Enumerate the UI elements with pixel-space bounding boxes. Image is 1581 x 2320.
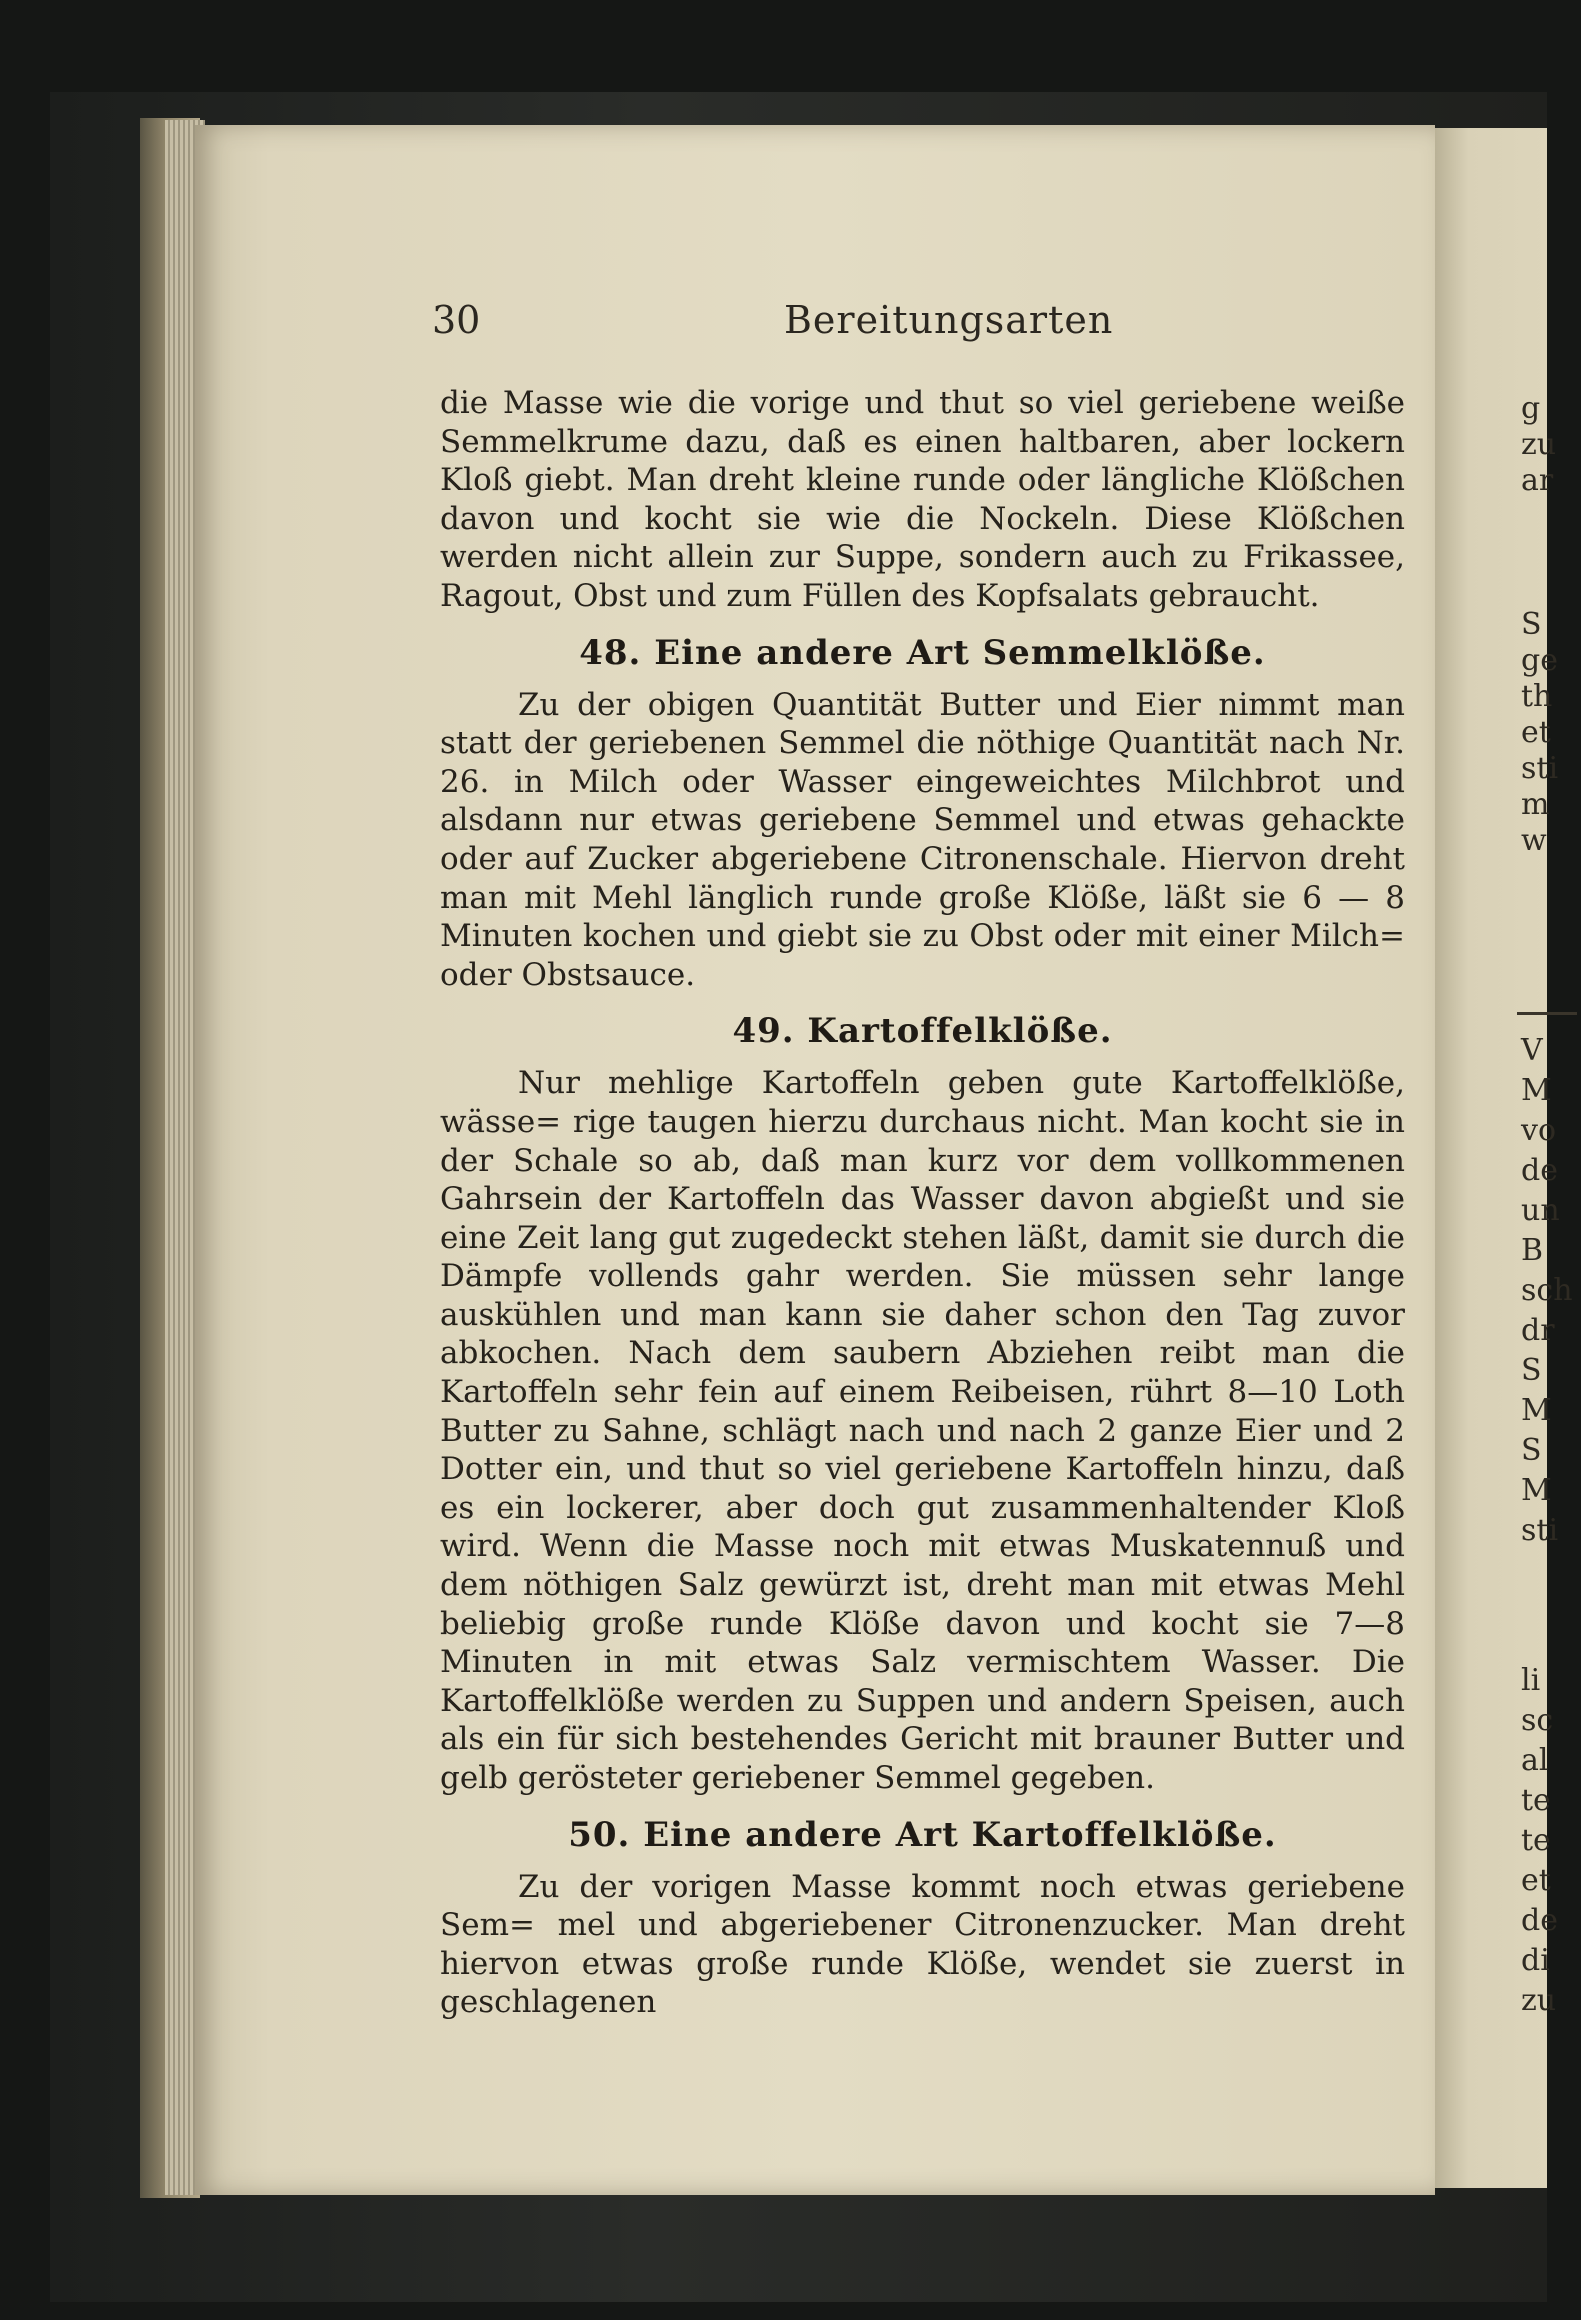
facing-fragment: li [1521,1663,1541,1698]
facing-fragment: di [1521,1943,1550,1978]
facing-fragment: zu [1521,427,1557,462]
facing-rule [1517,1012,1577,1015]
facing-page [1435,128,1573,2188]
section-heading-48: 48. Eine andere Art Semmelklöße. [579,632,1266,673]
section-text-50: Zu der vorigen Masse kommt noch etwas geriebene Sem= mel und abgeriebener Citronenzucker. Man dreht hiervon etwas große runde Klöße, wendet sie zuerst in geschlagenen [440,1868,1405,2021]
facing-fragment: de [1521,1153,1558,1188]
section-text-49: Nur mehlige Kartoffeln geben gute Kartoffelklöße, wässe= rige taugen hierzu durchaus nicht. Man kocht sie in der Schale so ab, daß man kurz vor dem vollkommenen Gahrsein der Kartoffeln das Wasser davon abgießt und sie eine Zeit lang gut zugedeckt stehen läßt, damit sie durch die Dämpfe vollends gahr werden. Sie müssen sehr lange auskühlen und man kann sie daher schon den Tag zuvor abkochen. Nach dem saubern Abziehen reibt man die Kartoffeln sehr fein auf einem Reibeisen, rührt 8—10 Loth Butter zu Sahne, schlägt nach und nach 2 ganze Eier und 2 Dotter ein, und thut so viel geriebene Kartoffeln hinzu, daß es ein lockerer, aber doch gut zusammenhaltender Kloß wird. Wenn die Masse noch mit etwas Muskatennuß und dem nöthigen Salz gewürzt ist, dreht man mit etwas Mehl beliebig große runde Klöße davon und kocht sie 7—8 Minuten in mit etwas Salz vermischtem Wasser. Die Kartoffelklöße werden zu Suppen und andern Speisen, auch als ein für sich bestehendes Gericht mit brauner Butter und gelb gerösteter geriebener Semmel gegeben. [440,1065,1405,1796]
facing-fragment: B [1521,1233,1544,1268]
facing-fragment: S [1521,1353,1542,1388]
facing-fragment: M [1521,1473,1552,1508]
facing-fragment: te [1521,1783,1551,1818]
page-header [432,298,1412,358]
facing-fragment: un [1521,1193,1560,1228]
facing-fragment: vo [1521,1113,1557,1148]
facing-fragment: zu [1521,1983,1557,2018]
facing-fragment: dr [1521,1313,1555,1348]
page-body [440,384,1405,2022]
facing-fragment: g [1521,391,1541,426]
facing-fragment: w [1521,823,1547,858]
facing-fragment: sti [1521,1513,1559,1548]
facing-fragment: ge [1521,643,1558,678]
facing-fragment: ar [1521,463,1554,498]
section-text-48: Zu der obigen Quantität Butter und Eier nimmt man statt der geriebenen Semmel die nöthige Quantität nach Nr. 26. in Milch oder Wasser eingeweichtes Milchbrot und alsdann nur etwas geriebene Semmel und etwas gehackte oder auf Zucker abgeriebene Citronenschale. Hiervon dreht man mit Mehl länglich runde große Klöße, läßt sie 6 — 8 Minuten kochen und giebt sie zu Obst oder mit einer Milch= oder Obstsauce. [440,686,1405,993]
facing-fragment: et [1521,1863,1551,1898]
facing-fragment: sc [1521,1703,1554,1738]
facing-fragment: de [1521,1903,1558,1938]
facing-fragment: M [1521,1393,1552,1428]
facing-fragment: al [1521,1743,1549,1778]
facing-fragment: M [1521,1073,1552,1108]
intro-paragraph: die Masse wie die vorige und thut so viel geriebene weiße Semmelkrume dazu, daß es einen haltbaren, aber lockern Kloß giebt. Man dreht kleine runde oder längliche Klößchen davon und kocht sie wie die Nockeln. Diese Klößchen werden nicht allein zur Suppe, sondern auch zu Frikassee, Ragout, Obst und zum Füllen des Kopfsalats gebraucht. [440,385,1405,614]
section-heading-49: 49. Kartoffelklöße. [732,1011,1113,1052]
facing-fragment: te [1521,1823,1551,1858]
facing-fragment: S [1521,607,1542,642]
section-heading-50: 50. Eine andere Art Kartoffelklöße. [568,1814,1277,1855]
facing-fragment: S [1521,1433,1542,1468]
facing-fragment: m [1521,787,1550,822]
page-number: 30 [432,298,481,342]
facing-fragment: et [1521,715,1551,750]
facing-fragment: V [1521,1033,1543,1068]
facing-fragment: sti [1521,751,1559,786]
facing-fragment: th [1521,679,1553,714]
facing-fragment: sch [1521,1273,1573,1308]
running-title: Bereitungsarten [784,298,1114,342]
